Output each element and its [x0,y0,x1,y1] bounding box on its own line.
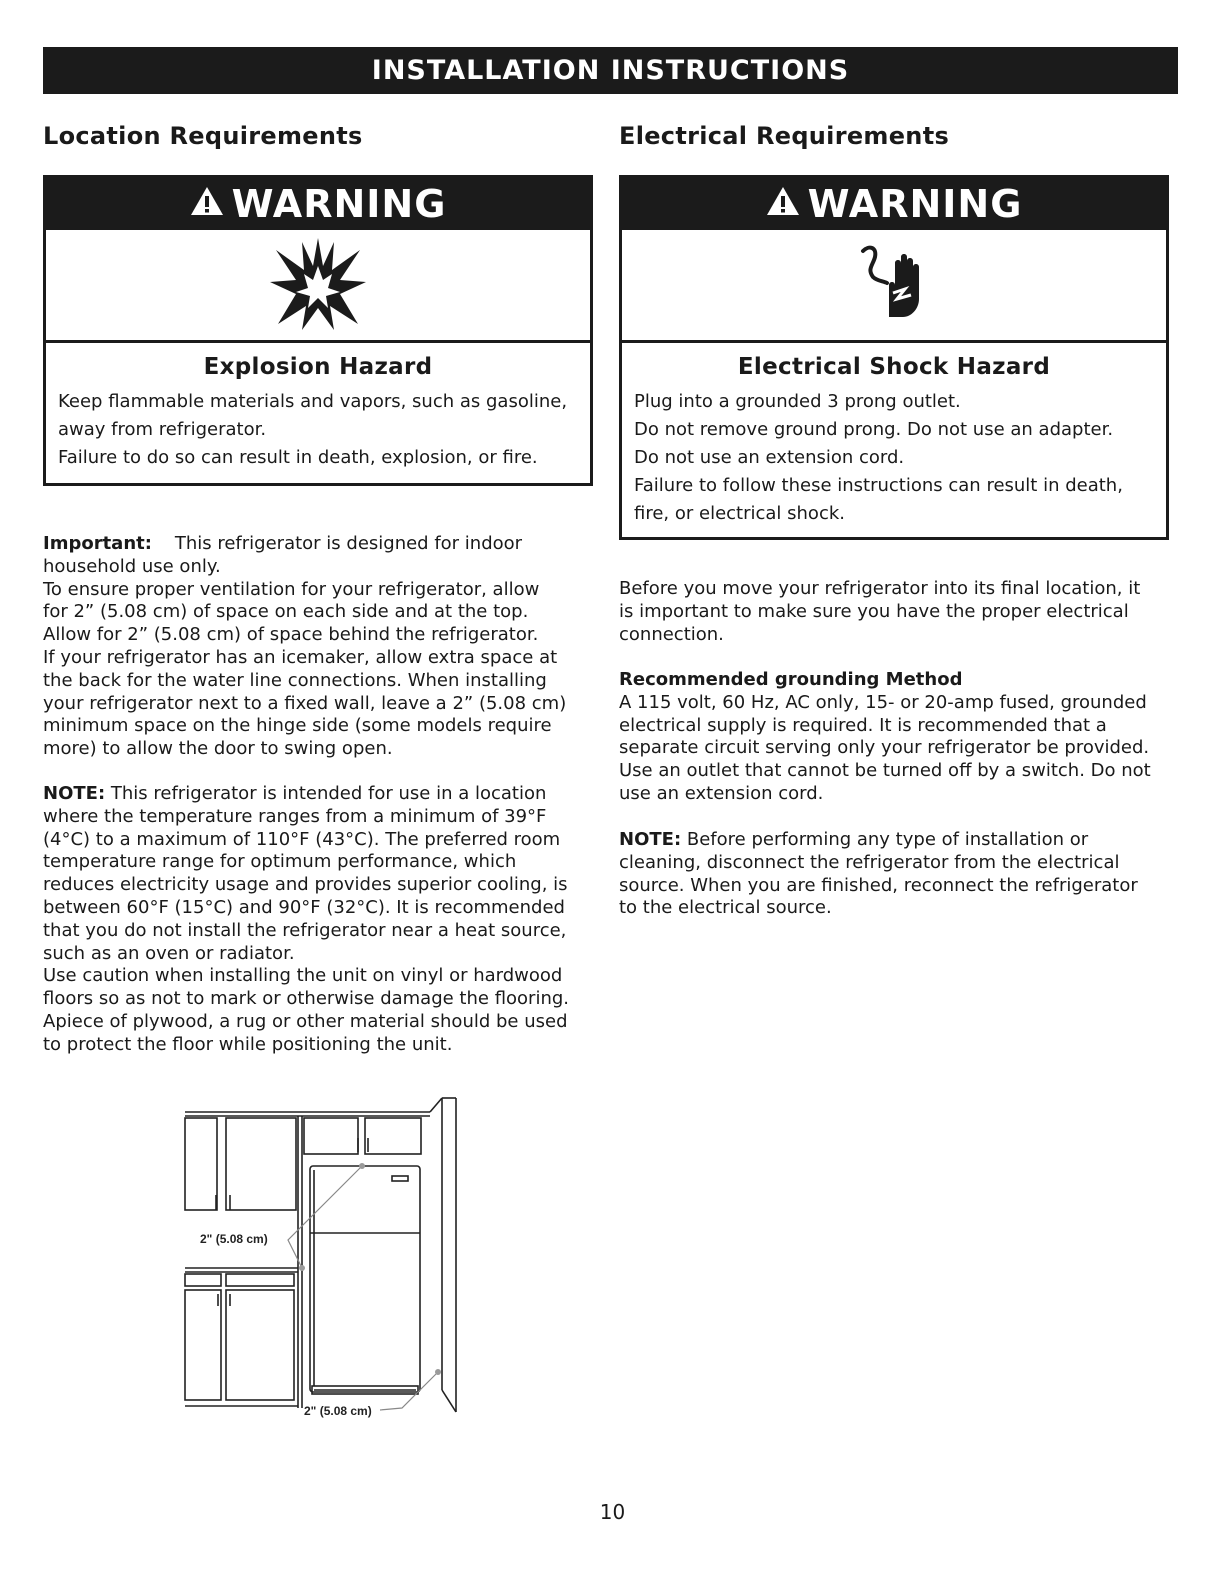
hazard-line: Failure to do so can result in death, explosion, or fire. [58,447,538,468]
important-label: Important: [43,533,152,554]
text-line: To ensure proper ventilation for your refrigerator, allow [43,578,540,600]
electrical-shock-hazard-title: Electrical Shock Hazard [737,354,1051,380]
text-line: for 2” (5.08 cm) of space on each side and at the top. [43,601,529,623]
text-line: This refrigerator is intended for use in a location [110,783,547,804]
text-line: If your refrigerator has an icemaker, allow extra space at [43,646,558,668]
hazard-line: Plug into a grounded 3 prong outlet. [634,391,961,412]
explosion-hazard-title: Explosion Hazard [203,354,433,380]
text-line: to the electrical source. [619,897,832,919]
text-line: Before performing any type of installation or [686,829,1089,850]
text-line: Use caution when installing the unit on vinyl or hardwood [43,965,563,987]
page-header-banner: INSTALLATION INSTRUCTIONS [43,47,1178,94]
location-requirements-title: Location Requirements [43,122,363,150]
explosion-icon [268,236,368,335]
text-line: is important to make sure you have the proper electrical [619,600,1129,622]
electrical-intro-paragraph [619,578,1179,646]
text-line: use an extension cord. [619,782,824,804]
text-line: reduces electricity usage and provides superior cooling, is [43,874,568,896]
grounding-method-paragraph [619,669,1179,806]
hazard-line: Do not use an extension cord. [634,447,905,468]
side-clearance-label: 2" (5.08 cm) [200,1232,268,1246]
text-line: to protect the floor while positioning the unit. [43,1033,453,1055]
text-line: more) to allow the door to swing open. [43,738,393,760]
clearance-drawing [180,1090,480,1430]
text-line: the back for the water line connections. When installing [43,669,547,691]
text-line: A 115 volt, 60 Hz, AC only, 15- or 20-amp fused, grounded [619,691,1147,713]
hazard-line: Keep flammable materials and vapors, such as gasoline, [58,391,568,412]
refrigerator-clearance-diagram [180,1090,480,1430]
text-line: your refrigerator next to a fixed wall, leave a 2” (5.08 cm) [43,692,567,714]
important-paragraph [43,533,598,761]
rear-clearance-label: 2" (5.08 cm) [304,1404,372,1418]
electrical-hazard-text [622,388,1166,528]
warning-label: WARNING [807,182,1023,226]
text-line: connection. [619,623,724,645]
text-line: separate circuit serving only your refrigerator be provided. [619,737,1150,759]
electrical-warning-box [619,175,1169,540]
hazard-line: away from refrigerator. [58,419,267,440]
warning-header [622,178,1166,230]
text-line: minimum space on the hinge side (some models require [43,715,552,737]
text-line: source. When you are finished, reconnect the refrigerator [619,874,1138,896]
text-line: floors so as not to mark or otherwise damage the flooring. [43,988,570,1010]
text-line: Apiece of plywood, a rug or other material should be used [43,1010,568,1032]
text-line: This refrigerator is designed for indoor [174,533,523,554]
warning-triangle-icon [766,177,800,229]
text-line: such as an oven or radiator. [43,942,295,964]
hazard-line: Do not remove ground prong. Do not use an adapter. [634,419,1114,440]
hazard-line: Failure to follow these instructions can result in death, [634,475,1123,496]
text-line: cleaning, disconnect the refrigerator from the electrical [619,851,1120,873]
text-line: Before you move your refrigerator into its final location, it [619,578,1141,599]
text-line: Use an outlet that cannot be turned off by a switch. Do not [619,760,1151,782]
note-label: NOTE: [619,829,682,850]
electric-shock-hand-icon [859,243,929,327]
note-label: NOTE: [43,783,106,804]
grounding-method-title: Recommended grounding Method [619,669,963,690]
text-line: household use only. [43,555,221,577]
text-line: where the temperature ranges from a minimum of 39°F [43,805,547,827]
text-line: temperature range for optimum performance, which [43,851,517,873]
text-line: (4°C) to a maximum of 110°F (43°C). The preferred room [43,828,561,850]
text-line: between 60°F (15°C) and 90°F (32°C). It is recommended [43,896,565,918]
text-line: that you do not install the refrigerator near a heat source, [43,919,567,941]
warning-triangle-icon [190,177,224,229]
warning-label: WARNING [231,182,447,226]
warning-header [46,178,590,230]
location-note-paragraph [43,783,598,1057]
page-number: 10 [599,1500,626,1524]
hazard-line: fire, or electrical shock. [634,503,845,524]
electrical-note-paragraph [619,829,1179,920]
text-line: electrical supply is required. It is recommended that a [619,714,1107,736]
text-line: Allow for 2” (5.08 cm) of space behind the refrigerator. [43,624,539,646]
electrical-requirements-title: Electrical Requirements [619,122,950,150]
explosion-hazard-text [46,388,590,472]
explosion-warning-box [43,175,593,486]
